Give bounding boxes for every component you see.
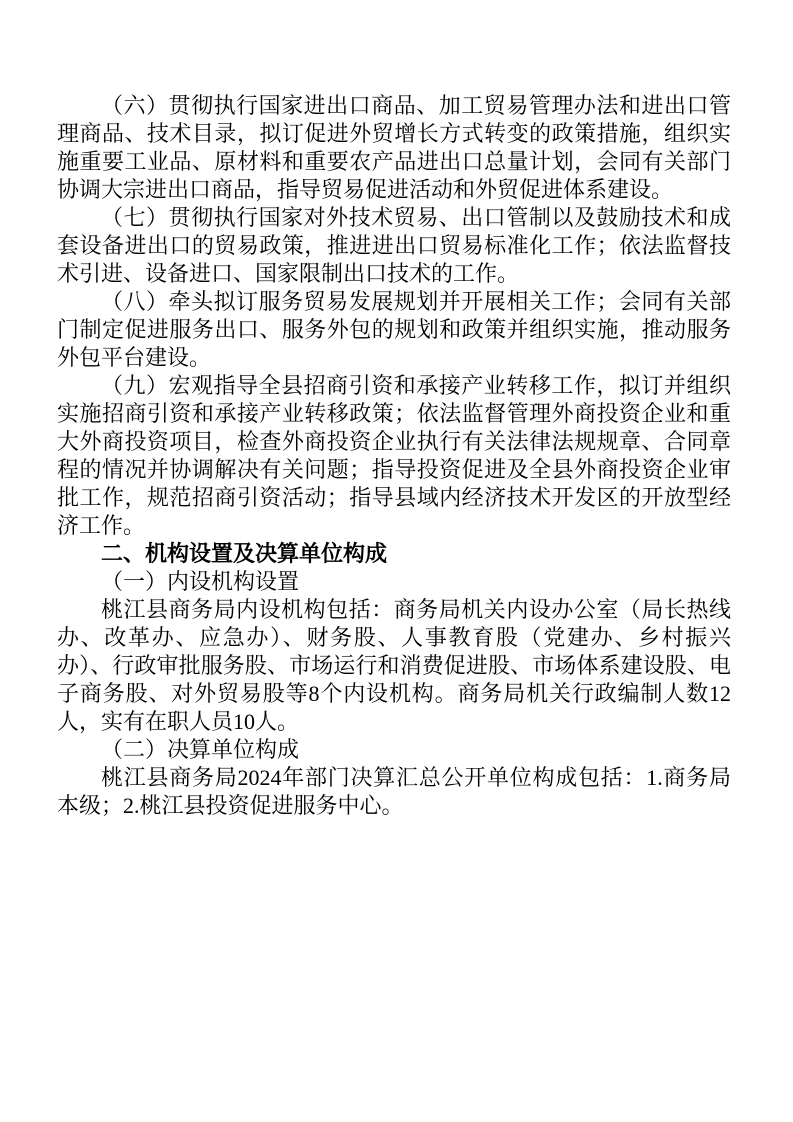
paragraph-duty-6: （六）贯彻执行国家进出口商品、加工贸易管理办法和进出口管理商品、技术目录，拟订促进外贸增长方式转变的政策措施，组织实施重要工业品、原材料和重要农产品进出口总量计划，会同有关部门协调大宗进出口商品，指导贸易促进活动和外贸促进体系建设。	[57, 93, 731, 202]
document-body	[57, 92, 731, 820]
paragraph-duty-8: （八）牵头拟订服务贸易发展规划并开展相关工作；会同有关部门制定促进服务出口、服务外包的规划和政策并组织实施，推动服务外包平台建设。	[57, 289, 731, 370]
subsection-heading-unit-composition: （二）决算单位构成	[101, 737, 300, 762]
paragraph-duty-9: （九）宏观指导全县招商引资和承接产业转移工作，拟订并组织实施招商引资和承接产业转移政策；依法监督管理外商投资企业和重大外商投资项目，检查外商投资企业执行有关法律法规规章、合同章程的情况并协调解决有关问题；指导投资促进及全县外商投资企业审批工作，规范招商引资活动；指导县域内经济技术开发区的开放型经济工作。	[57, 373, 731, 538]
subsection-heading-internal-structure: （一）内设机构设置	[101, 569, 300, 594]
section-heading-organization: 二、机构设置及决算单位构成	[101, 541, 388, 566]
paragraph-internal-structure: 桃江县商务局内设机构包括：商务局机关内设办公室（局长热线办、改革办、应急办）、财务股、人事教育股（党建办、乡村振兴办）、行政审批服务股、市场运行和消费促进股、市场体系建设股、电子商务股、对外贸易股等8个内设机构。商务局机关行政编制人数12人，实有在职人员10人。	[57, 597, 731, 734]
paragraph-unit-composition: 桃江县商务局2024年部门决算汇总公开单位构成包括：1.商务局本级；2.桃江县投资促进服务中心。	[57, 765, 731, 818]
paragraph-duty-7: （七）贯彻执行国家对外技术贸易、出口管制以及鼓励技术和成套设备进出口的贸易政策，推进进出口贸易标准化工作；依法监督技术引进、设备进口、国家限制出口技术的工作。	[57, 205, 731, 286]
